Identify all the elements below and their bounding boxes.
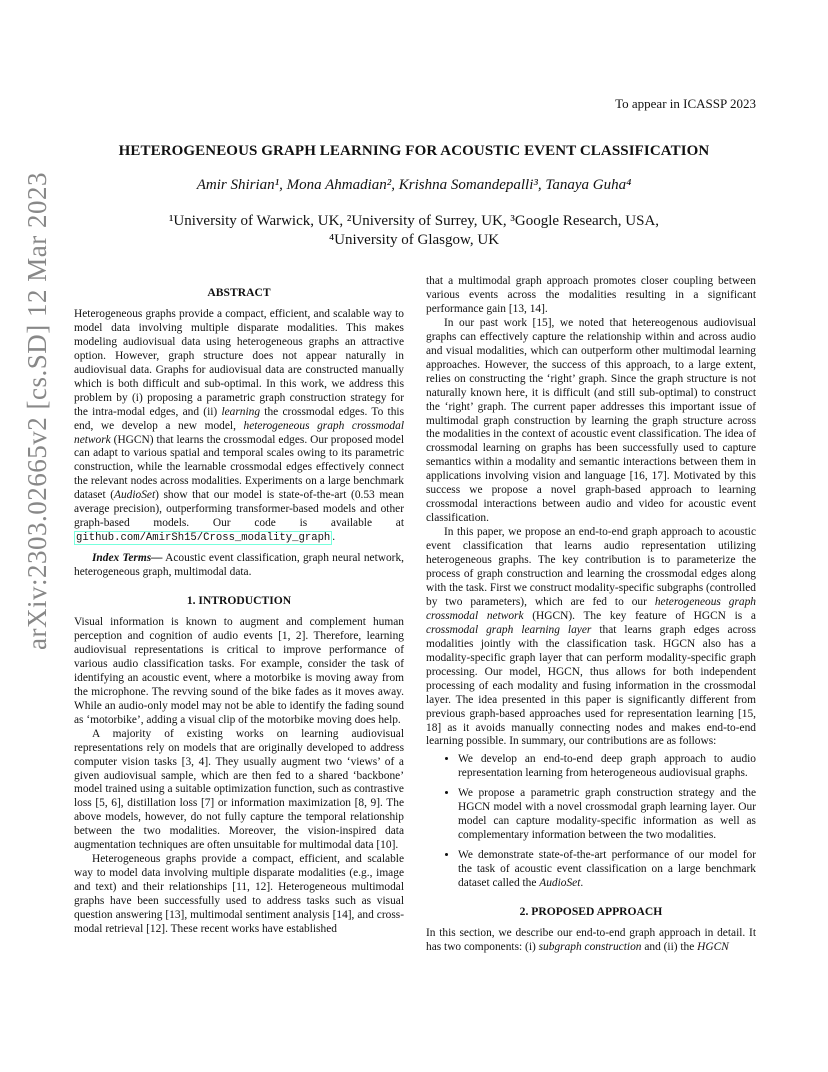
code-link[interactable]: github.com/AmirSh15/Cross_modality_graph [76, 532, 331, 545]
venue-note: To appear in ICASSP 2023 [615, 96, 756, 111]
abstract-text: Heterogeneous graphs provide a compact, efficient, and scalable way to model data involving multiple disparate modalities. This makes modeling audiovisual data using heterogeneous graphs an attractive option. However, graph structure does not appear naturally in audiovisual data. Graphs for audiovisual data are constructed manually which is both difficult and sub-optimal. In this work, we address this problem by (i) proposing a parametric graph construction strategy for the intra-modal edges, and (ii) learning the crossmodal edges. To this end, we develop a new model, heterogeneous graph crossmodal network (HGCN) that learns the crossmodal edges. Our proposed model can adapt to various spatial and temporal scales owing to its parametric construction, while the learnable crossmodal edges effectively connect the relevant nodes across modalities. Experiments on a large benchmark dataset (AudioSet) show that our model is state-of-the-art (0.53 mean average precision), outperforming transformer-based models and other graph-based models. Our code is available at github.com/AmirSh15/Cross_modality_graph . [74, 307, 404, 545]
right-paragraph-1: that a multimodal graph approach promotes closer coupling between various events across the modalities resulting in a significant performance gain [13, 14]. [426, 275, 756, 315]
left-column [74, 286, 404, 937]
section-2-text: In this section, we describe our end-to-end graph approach in detail. It has two components: (i) subgraph construction and (ii) the HGCN [426, 926, 756, 953]
intro-paragraph-1: Visual information is known to augment and complement human perception and cognition of audio events [1, 2]. Therefore, learning audiovisual representations is critical to improve performance of various audio classification tasks. For example, consider the task of identifying an acoustic event, where a motorbike is moving away from the microphone. The revving sound of the bike fades as it moves away. While an audio-only model may not be able to identify the fading sound as ‘motorbike’, adding a visual clip of the motorbike moving does help. [74, 616, 404, 726]
contributions-list [426, 753, 756, 891]
list-item: • We develop an end-to-end deep graph approach to audio representation learning from heterogeneous audiovisual graphs. [458, 753, 756, 781]
abstract-heading: ABSTRACT [207, 286, 271, 299]
section-2-heading: 2. PROPOSED APPROACH [519, 904, 663, 918]
affiliation-line-2: ⁴University of Glasgow, UK [328, 232, 500, 248]
right-column [426, 275, 756, 955]
right-paragraph-2: In our past work [15], we noted that hetereogenous audiovisual graphs can effectively capture the relationship within and across audio and visual modalities, which can outperform other multimodal learning approaches. However, the success of this approach, to a large extent, relies on constructing the ‘right’ graph. Since the graph structure is not naturally known here, it is difficult (and still sub-optimal) to construct the ‘right’ graph. The current paper addresses this important issue of multimodal graph construction by learning the graph structure across the modalities in the context of acoustic event classification. The idea of crossmodal learning on graphs has been successfully used to capture semantics within a modality and semantic interactions between them in applications involving vision and language [16, 17]. Motivated by this success we propose a novel graph-based approach to learning crossmodal interactions between audio and video for acoustic event classification. [426, 316, 756, 525]
affiliation-line-1: ¹University of Warwick, UK, ²University of Surrey, UK, ³Google Research, USA, [168, 213, 660, 229]
paper-title: HETEROGENEOUS GRAPH LEARNING FOR ACOUSTIC EVENT CLASSIFICATION [118, 143, 710, 159]
right-paragraph-3: In this paper, we propose an end-to-end graph approach to acoustic event classification that learns audio representation utilizing heterogeneous graphs. The key contribution is to parameterize the process of graph construction and learning the crossmodal edges along with the task. First we construct modality-specific subgraphs (controlled by two parameters), which are fed to our heterogeneous graph crossmodal network (HGCN). The key feature of HGCN is a crossmodal graph learning layer that learns graph edges across modalities jointly with the classification task. HGCN also has a modality-specific graph layer that can perform modality-specific graph processing. Our model, HGCN, thus allows for both independent processing of each modality and fusing information in the crossmodal layer. The idea presented in this paper is significantly different from previous graph-based approaches used for representation learning [15, 18] as it avoids manually connecting nodes and makes end-to-end learning possible. In summary, our contributions are as follows: [426, 526, 756, 748]
author-list: Amir Shirian¹, Mona Ahmadian², Krishna Somandepalli³, Tanaya Guha⁴ [196, 177, 632, 193]
intro-paragraph-2: A majority of existing works on learning audiovisual representations rely on models that are originally developed to address computer vision tasks [3, 4]. They usually augment two ‘views’ of a given audiovisual sample, which are then fed to a shared ‘backbone’ model trained using a suitable optimization function, such as contrastive loss [5, 6], distillation loss [7] or information maximization [8, 9]. The above models, however, do not fully capture the temporal relationship between the two modalities. Moreover, the vision-inspired data augmentation techniques are often unsuitable for multimodal data [10]. [74, 727, 404, 852]
list-item: • We propose a parametric graph construction strategy and the HGCN model with a novel crossmodal graph learning layer. Our model can capture modality-specific information as well as complementary information between the two modalities. [458, 787, 756, 843]
list-item: • We demonstrate state-of-the-art performance of our model for the task of acoustic event classification on a large benchmark dataset called the AudioSet. [458, 849, 756, 891]
index-terms: Index Terms— Acoustic event classification, graph neural network, heterogeneous graph, multimodal data. [74, 552, 405, 579]
affiliations [0, 212, 828, 250]
section-1-heading: 1. INTRODUCTION [186, 594, 292, 608]
arxiv-identifier: arXiv:2303.02665v2 [cs.SD] 12 Mar 2023 [22, 172, 52, 650]
intro-paragraph-3: Heterogeneous graphs provide a compact, efficient, and scalable way to model data involving multiple disparate modalities (e.g., image and text) and their relationships [11, 12]. Heterogeneous multimodal graphs have been successfully used to address tasks such as visual question answering [13], multimodal sentiment analysis [14], and cross-modal retrieval [12]. These recent works have established [74, 853, 404, 935]
